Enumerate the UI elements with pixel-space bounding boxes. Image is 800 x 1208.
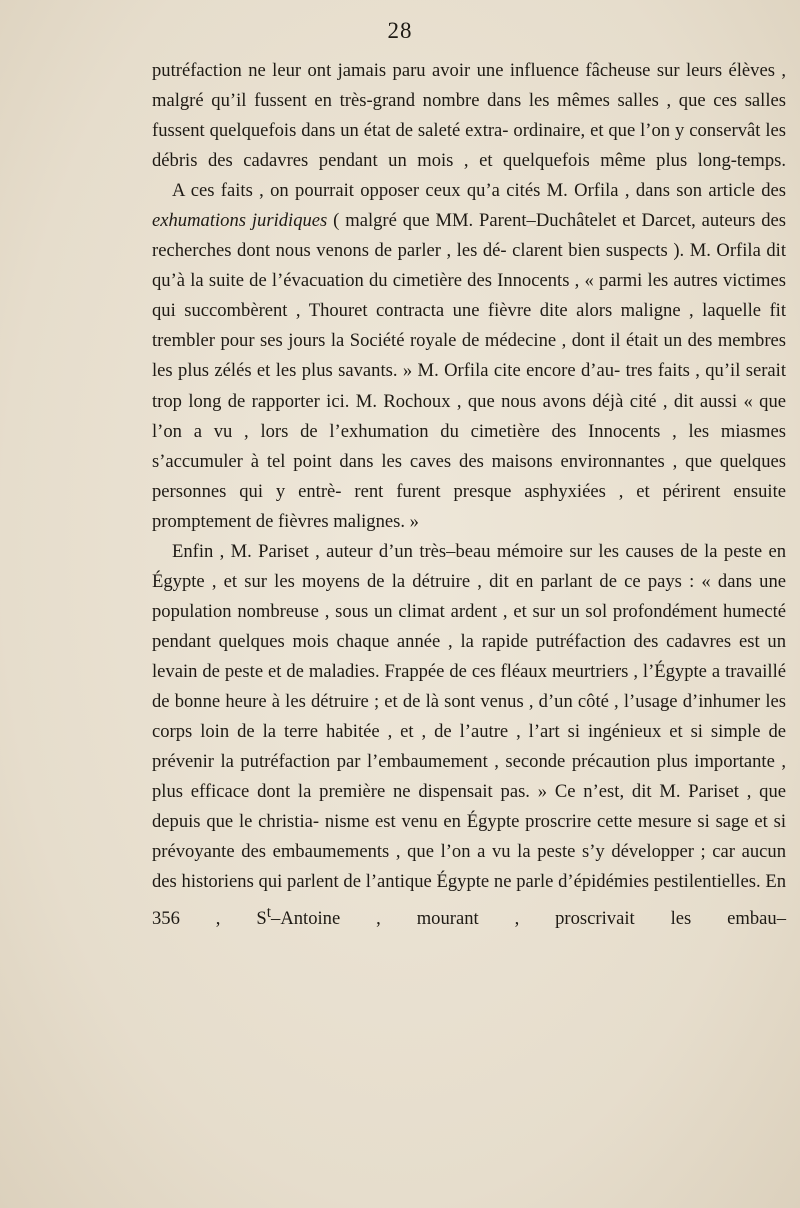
italic-title-exhumations: exhumations juridiques [152,210,328,232]
paragraph-2-text-start: A ces faits , on pourrait opposer ceux qu’a cités M. Orfila , dans son article des [172,180,786,202]
paragraph-2 [152,176,786,537]
paragraph-1 [152,56,786,176]
paragraph-3-text: Enfin , M. Pariset , auteur d’un très–beau mémoire sur les causes de la peste en Égypte , et sur les moyens de la détruire , dit en parlant de ce pays : « dans une population nombreuse , sous un climat ardent , et sur un sol profondément humecté pendant quelques mois chaque année , la rapide putréfaction des cadavres est un levain de peste et de maladies. Frappée de ces fléaux meurtriers , l’Égypte a travaillé de bonne heure à les détruire ; et de là sont venus , d’un côté , l’usage d’inhumer les corps loin de la terre habitée , et , de l’autre , l’art si ingénieux et si simple de prévenir la putréfaction par l’embaumement , seconde précaution plus importante , plus efficace dont la première ne dispensait pas. » Ce n’est, dit M. Pariset , que depuis que le christia- nisme est venu en Égypte proscrire cette mesure si sage et si prévoyante des embaumements , que l’on a vu la peste s’y développer ; car aucun des historiens qui parlent de l’antique Égypte ne parle d’épidémies pestilentielles. En 356 , $S^t$–Antoine , mourant , proscrivait les embau– [152,540,786,929]
paragraph-1-text: putréfaction ne leur ont jamais paru avoir une influence fâcheuse sur leurs élèves , malgré qu’il fussent en très-grand nombre dans les mêmes salles , que ces salles fussent quelquefois dans un état de saleté extra- ordinaire, et que l’on y conservât les débris des cadavres pendant un mois , et quelquefois même plus long-temps. [152,60,786,172]
paragraph-2-text-end: ( malgré que MM. Parent–Duchâtelet et Darcet, auteurs des recherches dont nous venons de parler , les dé- clarent bien suspects ). M. Orfila dit qu’à la suite de l’évacuation du cimetière des Innocents , « parmi les autres victimes qui succombèrent , Thouret contracta une fièvre dite alors maligne , laquelle fit trembler pour ses jours la Société royale de médecine , dont il était un des membres les plus zélés et les plus savants. » M. Orfila cite encore d’au- tres faits , qu’il serait trop long de rapporter ici. M. Rochoux , que nous avons déjà cité , dit aussi « que l’on a vu , lors de l’exhumation du cimetière des Innocents , les miasmes s’accumuler à tel point dans les caves des maisons environnantes , que quelques personnes qui y entrè- rent furent presque asphyxiées , et périrent ensuite promptement de fièvres malignes. » [152,210,786,532]
body-text [152,56,786,934]
page-number: 28 [387,18,413,43]
paragraph-3 [152,537,786,934]
